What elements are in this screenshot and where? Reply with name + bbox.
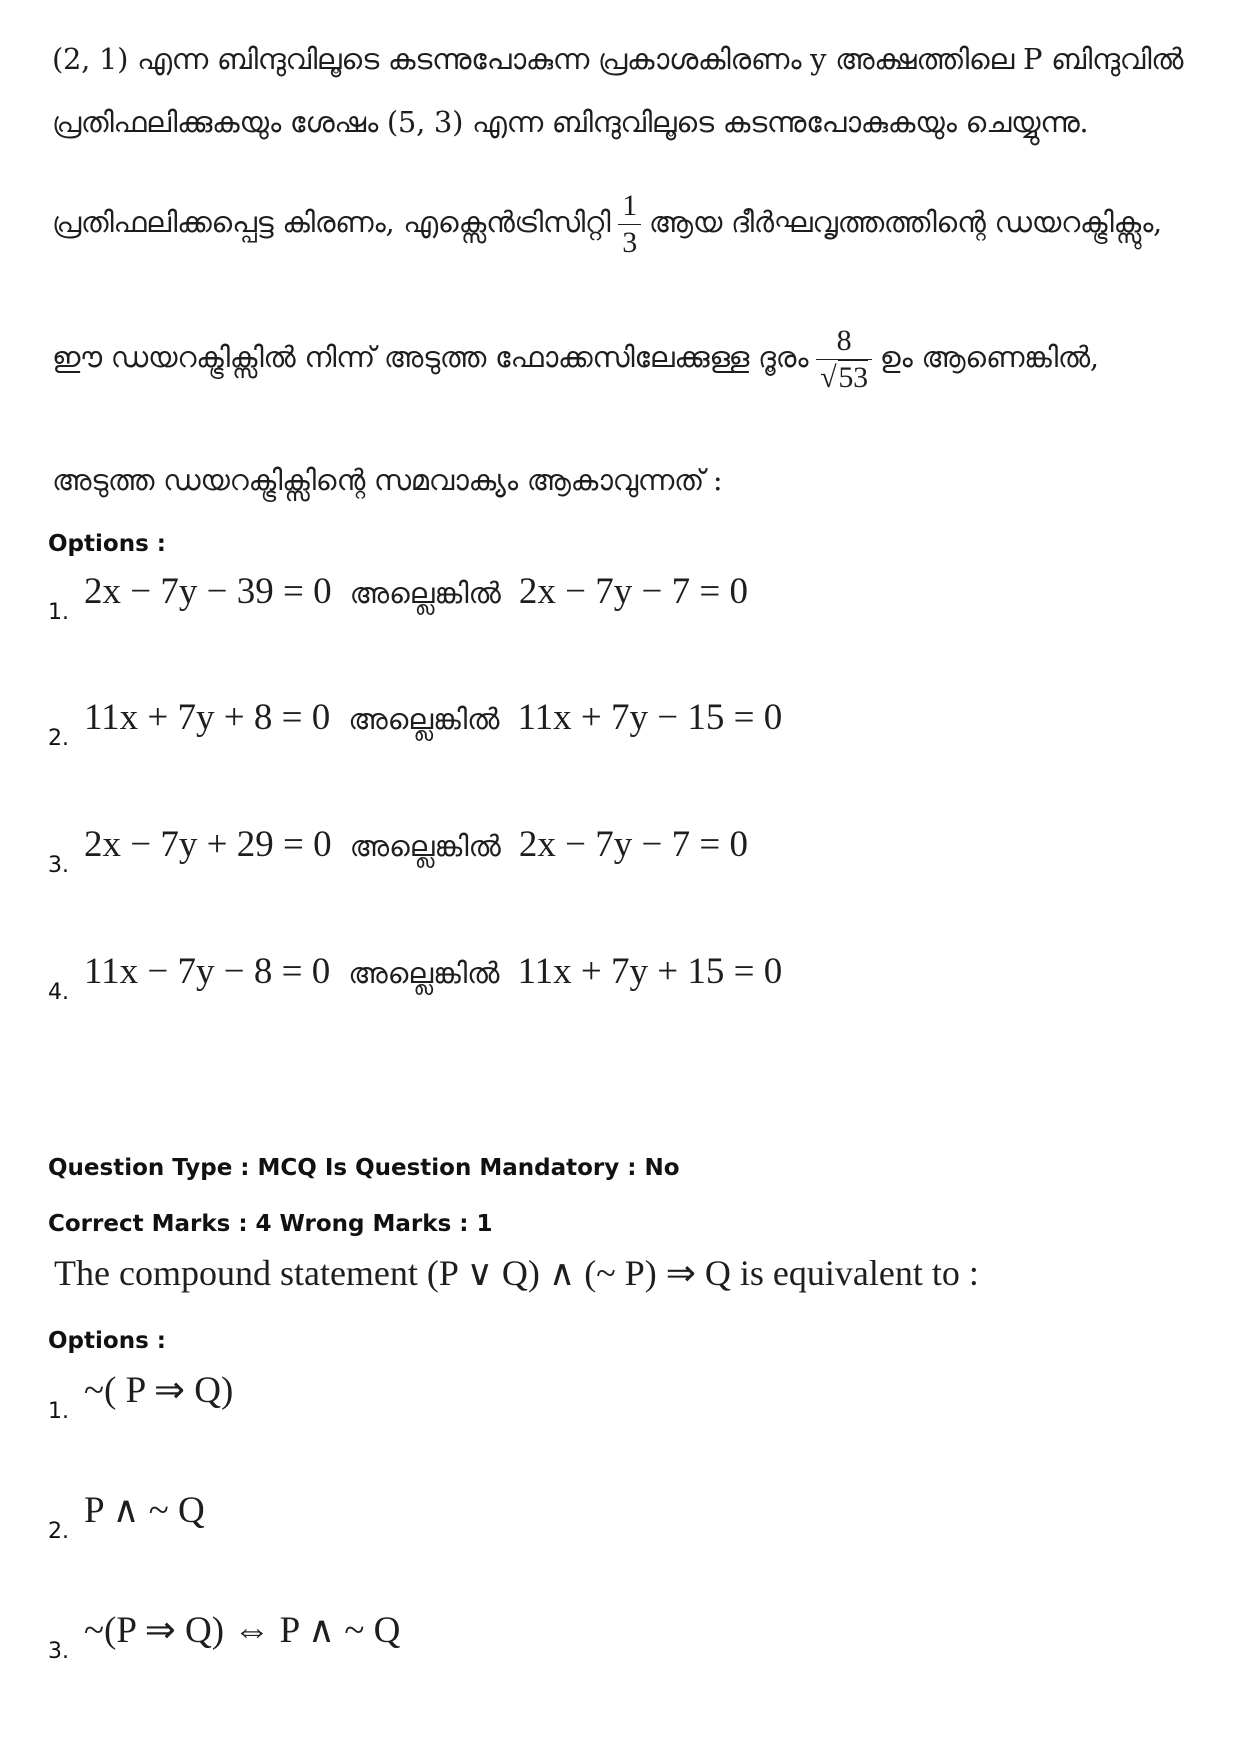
- option-expression: 11x − 7y − 8 = 0 അല്ലെങ്കിൽ 11x + 7y + 15 = 0: [84, 951, 783, 992]
- option-1[interactable]: [48, 571, 748, 625]
- option-expression: ~(P ⇒ Q) ⇔ P ∧ ~ Q: [84, 1610, 401, 1651]
- q2-option-1[interactable]: [48, 1370, 234, 1424]
- question-line-3: [52, 190, 1162, 258]
- option-expression: ~( P ⇒ Q): [84, 1370, 234, 1411]
- question-line-3-start: പ്രതിഫലിക്കപ്പെട്ട കിരണം, എക്സെൻട്രിസിറ്റി: [52, 205, 611, 239]
- option-expression: 2x − 7y − 39 = 0 അല്ലെങ്കിൽ 2x − 7y − 7 = 0: [84, 571, 748, 612]
- sqrt-radicand: 53: [838, 360, 868, 394]
- question-line-4-end: ഉം ആണെങ്കിൽ,: [879, 340, 1099, 374]
- fraction-denominator: [816, 359, 872, 394]
- question-line-4: [52, 325, 1099, 393]
- option-2[interactable]: [48, 697, 783, 751]
- question-2-text: The compound statement (P ∨ Q) ∧ (~ P) ⇒ Q is equivalent to :: [54, 1253, 979, 1293]
- q2-option-2[interactable]: [48, 1490, 205, 1544]
- fraction-numerator: 8: [836, 324, 852, 357]
- fraction-denominator: 3: [618, 224, 641, 259]
- option-number: 3.: [48, 853, 69, 878]
- option-number: 1.: [48, 1399, 69, 1424]
- option-number: 4.: [48, 980, 69, 1005]
- option-number: 2.: [48, 1519, 69, 1544]
- option-expression: P ∧ ~ Q: [84, 1490, 205, 1531]
- option-number: 3.: [48, 1639, 69, 1664]
- eccentricity-fraction: [618, 190, 641, 258]
- distance-fraction: [816, 325, 872, 393]
- option-number: 1.: [48, 600, 69, 625]
- option-number: 2.: [48, 726, 69, 751]
- option-expression: 2x − 7y + 29 = 0 അല്ലെങ്കിൽ 2x − 7y − 7 = 0: [84, 824, 748, 865]
- option-4[interactable]: [48, 951, 783, 1005]
- question-line-3-end: ആയ ദീർഘവൃത്തത്തിന്റെ ഡയറക്ട്രിക്സും,: [648, 205, 1162, 239]
- option-3[interactable]: [48, 824, 748, 878]
- sqrt-symbol: √: [820, 360, 837, 394]
- q2-option-3[interactable]: [48, 1610, 401, 1664]
- fraction-numerator: 1: [622, 189, 637, 222]
- options-label: Options :: [48, 531, 166, 557]
- question-line-4-start: ഈ ഡയറക്ട്രിക്സിൽ നിന്ന് അടുത്ത ഫോക്കസിലേക്കുള്ള ദൂരം: [52, 340, 809, 374]
- question-type-line: Question Type : MCQ Is Question Mandatory : No: [48, 1155, 680, 1181]
- question-line-1: (2, 1) എന്ന ബിന്ദുവിലൂടെ കടന്നുപോകുന്ന പ്രകാശകിരണം y അക്ഷത്തിലെ P ബിന്ദുവിൽ: [52, 42, 1184, 76]
- marks-line: Correct Marks : 4 Wrong Marks : 1: [48, 1211, 493, 1237]
- option-expression: 11x + 7y + 8 = 0 അല്ലെങ്കിൽ 11x + 7y − 15 = 0: [84, 697, 783, 738]
- options-label-2: Options :: [48, 1328, 166, 1354]
- question-line-5: അടുത്ത ഡയറക്ട്രിക്സിന്റെ സമവാക്യം ആകാവുന്നത് :: [52, 463, 723, 497]
- question-line-2: പ്രതിഫലിക്കുകയും ശേഷം (5, 3) എന്ന ബിന്ദുവിലൂടെ കടന്നുപോകുകയും ചെയ്യുന്നു.: [52, 105, 1089, 139]
